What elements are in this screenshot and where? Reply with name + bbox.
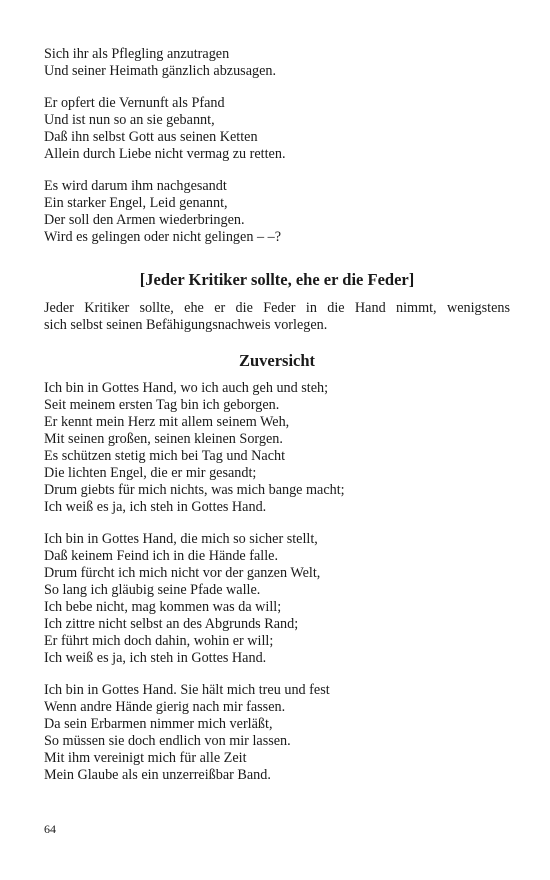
prose-paragraph [44, 300, 510, 334]
poem-stanza [44, 380, 510, 516]
prose-line: sich selbst seinen Befähigungsnachweis vorlegen. [44, 317, 328, 333]
poem-line: Wird es gelingen oder nicht gelingen – –? [44, 229, 281, 245]
section-heading-kritiker: [Jeder Kritiker sollte, ehe er die Feder] [139, 270, 415, 289]
poem-line: Ich zittre nicht selbst an des Abgrunds Rand; [44, 616, 299, 632]
poem-line: Mit seinen großen, seinen kleinen Sorgen. [44, 431, 283, 447]
poem-stanza [44, 682, 510, 784]
poem-line: Ich weiß es ja, ich steh in Gottes Hand. [44, 499, 267, 515]
poem-line: Da sein Erbarmen nimmer mich verläßt, [44, 716, 273, 732]
poem-line: Sich ihr als Pflegling anzutragen [44, 46, 230, 62]
poem-line: Mit ihm vereinigt mich für alle Zeit [44, 750, 247, 766]
poem-line: Und seiner Heimath gänzlich abzusagen. [44, 63, 277, 79]
poem-line: Er führt mich doch dahin, wohin er will; [44, 633, 274, 649]
poem-line: So müssen sie doch endlich von mir lassen. [44, 733, 291, 749]
poem-stanza [44, 46, 510, 80]
poem-line: Der soll den Armen wiederbringen. [44, 212, 245, 228]
poem-stanza [44, 95, 510, 163]
poem-line: Drum giebts für mich nichts, was mich bange macht; [44, 482, 345, 498]
page-number: 64 [44, 822, 56, 836]
poem-line: Ich weiß es ja, ich steh in Gottes Hand. [44, 650, 267, 666]
poem-stanza [44, 531, 510, 667]
poem-line: Daß keinem Feind ich in die Hände falle. [44, 548, 279, 564]
poem-line: Die lichten Engel, die er mir gesandt; [44, 465, 257, 481]
section-heading-zuversicht: Zuversicht [238, 351, 316, 370]
poem-line: Er opfert die Vernunft als Pfand [44, 95, 225, 111]
prose-line: Jeder Kritiker sollte, ehe er die Feder in die Hand nimmt, wenigstens [44, 300, 510, 316]
poem-line: Ich bin in Gottes Hand, die mich so sicher stellt, [44, 531, 318, 547]
poem-line: Ich bin in Gottes Hand, wo ich auch geh und steh; [44, 380, 329, 396]
poem-line: Daß ihn selbst Gott aus seinen Ketten [44, 129, 258, 145]
poem-line: Er kennt mein Herz mit allem seinem Weh, [44, 414, 290, 430]
poem-line: Seit meinem ersten Tag bin ich geborgen. [44, 397, 280, 413]
poem-line: Es wird darum ihm nachgesandt [44, 178, 227, 194]
poem-line: So lang ich gläubig seine Pfade walle. [44, 582, 261, 598]
poem-stanza [44, 178, 510, 246]
poem-line: Ich bebe nicht, mag kommen was da will; [44, 599, 282, 615]
book-page [44, 46, 510, 799]
poem-line: Drum fürcht ich mich nicht vor der ganzen Welt, [44, 565, 321, 581]
poem-line: Allein durch Liebe nicht vermag zu retten. [44, 146, 286, 162]
poem-line: Und ist nun so an sie gebannt, [44, 112, 215, 128]
poem-line: Es schützen stetig mich bei Tag und Nacht [44, 448, 286, 464]
poem-line: Ich bin in Gottes Hand. Sie hält mich treu und fest [44, 682, 330, 698]
poem-line: Wenn andre Hände gierig nach mir fassen. [44, 699, 286, 715]
poem-line: Mein Glaube als ein unzerreißbar Band. [44, 767, 271, 783]
poem-line: Ein starker Engel, Leid genannt, [44, 195, 228, 211]
